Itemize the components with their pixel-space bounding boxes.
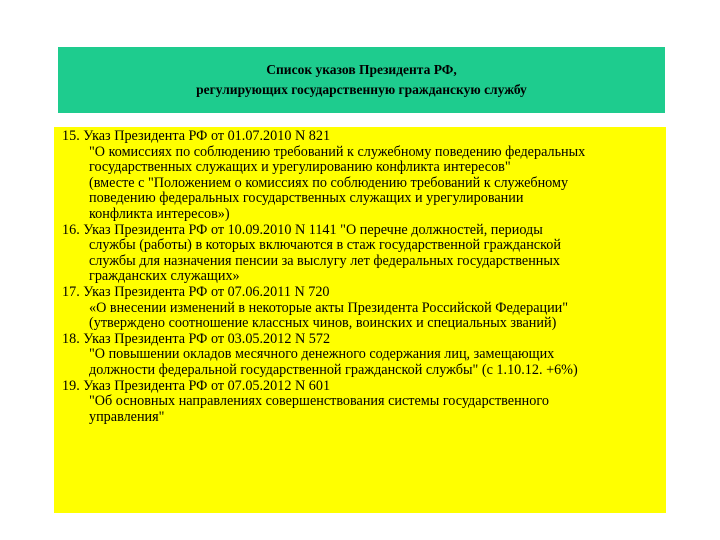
decree-text-line: службы для назначения пенсии за выслугу лет федеральных государственных (89, 252, 561, 269)
decree-text-line: государственных служащих и урегулированию конфликта интересов" (89, 159, 511, 176)
decree-text-line: «О внесении изменений в некоторые акты Президента Российской Федерации" (89, 299, 569, 316)
decree-heading: 16. Указ Президента РФ от 10.09.2010 N 1141 "О перечне должностей, периоды (62, 221, 543, 238)
decree-list (54, 127, 666, 513)
decree-heading: 17. Указ Президента РФ от 07.06.2011 N 720 (62, 283, 330, 300)
decree-text-line: (утверждено соотношение классных чинов, воинских и специальных званий) (89, 315, 557, 332)
title-banner (58, 47, 665, 113)
decree-text-line: должности федеральной государственной гражданской службы" (с 1.10.12. +6%) (89, 361, 578, 378)
decree-text-line: поведению федеральных государственных служащих и урегулировании (89, 190, 524, 207)
decree-text-line: конфликта интересов») (89, 205, 230, 222)
decree-text-line: "Об основных направлениях совершенствования системы государственного (89, 393, 549, 410)
decree-item-18 (62, 332, 658, 379)
decree-text-line: управления" (89, 408, 165, 425)
title-line-1: Список указов Президента РФ, (266, 62, 457, 77)
decree-item-16 (62, 223, 658, 285)
decree-text-line: гражданских служащих» (89, 268, 240, 285)
decree-heading: 15. Указ Президента РФ от 01.07.2010 N 821 (62, 128, 331, 144)
title-line-2: регулирующих государственную гражданскую службу (196, 82, 527, 97)
decree-text-line: службы (работы) в которых включаются в стаж государственной гражданской (89, 237, 561, 254)
decree-text-line: "О комиссиях по соблюдению требований к служебному поведению федеральных (89, 143, 586, 160)
decree-item-15 (62, 129, 658, 223)
decree-item-19 (62, 379, 658, 426)
decree-item-17 (62, 285, 658, 332)
decree-text-line: (вместе с "Положением о комиссиях по соблюдению требований к служебному (89, 174, 569, 191)
decree-text-line: "О повышении окладов месячного денежного содержания лиц, замещающих (89, 346, 555, 363)
decree-heading: 18. Указ Президента РФ от 03.05.2012 N 572 (62, 330, 331, 347)
decree-heading: 19. Указ Президента РФ от 07.05.2012 N 601 (62, 377, 331, 394)
